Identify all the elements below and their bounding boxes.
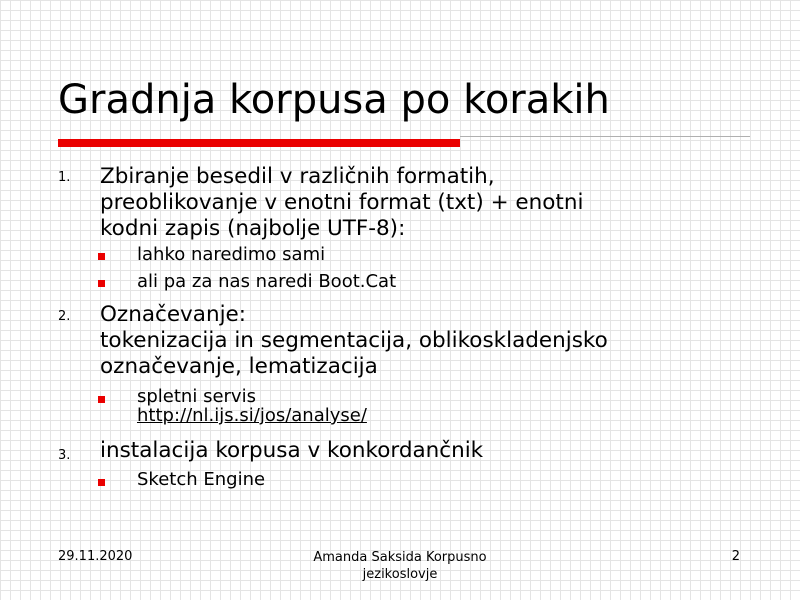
footer-author-line: Amanda Saksida Korpusno: [313, 550, 487, 565]
footer-author: [300, 549, 500, 583]
item-text-line: označevanje, lematizacija: [100, 354, 378, 379]
footer-date: 29.11.2020: [58, 549, 133, 564]
item-text-line: tokenizacija in segmentacija, oblikoskladenjsko: [100, 328, 608, 353]
item-text-line: Označevanje:: [100, 302, 247, 327]
subitem-text: ali pa za nas naredi Boot.Cat: [137, 271, 397, 292]
square-bullet-icon: [98, 280, 105, 287]
slide-title: Gradnja korpusa po korakih: [58, 77, 610, 123]
square-bullet-icon: [98, 479, 105, 486]
page-number: 2: [731, 549, 740, 564]
title-underline-accent: [58, 139, 460, 147]
item-number: 3.: [58, 448, 71, 463]
item-text-line: kodni zapis (najbolje UTF-8):: [100, 216, 406, 241]
square-bullet-icon: [98, 396, 105, 403]
subitem-text: lahko naredimo sami: [137, 244, 326, 265]
subitem-text: spletni servis: [137, 386, 256, 407]
subitem-text: Sketch Engine: [137, 469, 266, 490]
title-underline-rule: [460, 136, 750, 137]
item-text-line: instalacija korpusa v konkordančnik: [100, 438, 484, 463]
analyse-service-link[interactable]: http://nl.ijs.si/jos/analyse/: [137, 405, 367, 426]
item-text-line: preoblikovanje v enotni format (txt) + enotni: [100, 190, 584, 215]
item-number: 2.: [58, 309, 71, 324]
item-number: 1.: [58, 170, 71, 185]
footer-author-line: jezikoslovje: [362, 567, 438, 582]
square-bullet-icon: [98, 253, 105, 260]
item-text-line: Zbiranje besedil v različnih formatih,: [100, 164, 495, 189]
